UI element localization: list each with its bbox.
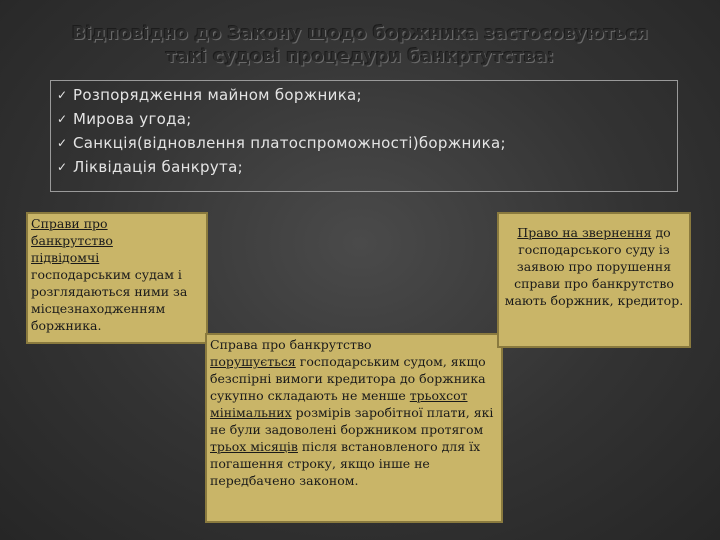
note-underlined-end: трьох місяців <box>210 439 298 454</box>
checkmark-icon: ✓ <box>57 88 68 102</box>
procedure-text: Санкція(відновлення платоспроможності)боржника; <box>73 134 506 152</box>
procedure-text: Ліквідація банкрута; <box>73 158 243 176</box>
note-heading: Справа про банкрутство <box>210 337 372 352</box>
note-underlined-2: банкрутство <box>31 233 113 248</box>
jurisdiction-note <box>26 212 208 344</box>
note-underlined: Право на звернення <box>517 225 652 240</box>
note-text-2: розмірів заробітної плати, які не були задоволені боржником протягом <box>210 405 494 437</box>
title-line-2: такі судові процедури банкртутства: <box>165 46 555 67</box>
checkmark-icon: ✓ <box>57 112 68 126</box>
note-text: господарським судам і розглядаються ними за місцезнаходженням боржника. <box>31 267 188 333</box>
procedure-text: Розпорядження майном боржника; <box>73 86 362 104</box>
note-text-3: після встановленого для їх погашення строку, якщо інше не передбачено законом. <box>210 439 481 488</box>
note-underlined-start: порушується <box>210 354 296 369</box>
note-underlined-mid: трьохсот мінімальних <box>210 388 468 420</box>
initiation-note <box>205 333 503 523</box>
checkmark-icon: ✓ <box>57 160 68 174</box>
note-text-1: господарським судом, якщо безспірні вимоги кредитора до боржника сукупно складають не менше <box>210 354 486 403</box>
procedures-box <box>50 80 678 192</box>
note-underlined-3: підвідомчі <box>31 250 100 265</box>
note-text: до господарського суду із заявою про порушення справи про банкрутство мають боржник, кредитор. <box>504 225 684 308</box>
note-body <box>182 336 498 489</box>
slide-title <box>30 22 690 68</box>
procedure-text: Мирова угода; <box>73 110 192 128</box>
right-to-apply-note <box>497 212 691 348</box>
title-line-1: Відповідно до Закону щодо боржника застосовуються <box>71 23 649 44</box>
note-underlined-1: Справи про <box>31 216 108 231</box>
checkmark-icon: ✓ <box>57 136 68 150</box>
